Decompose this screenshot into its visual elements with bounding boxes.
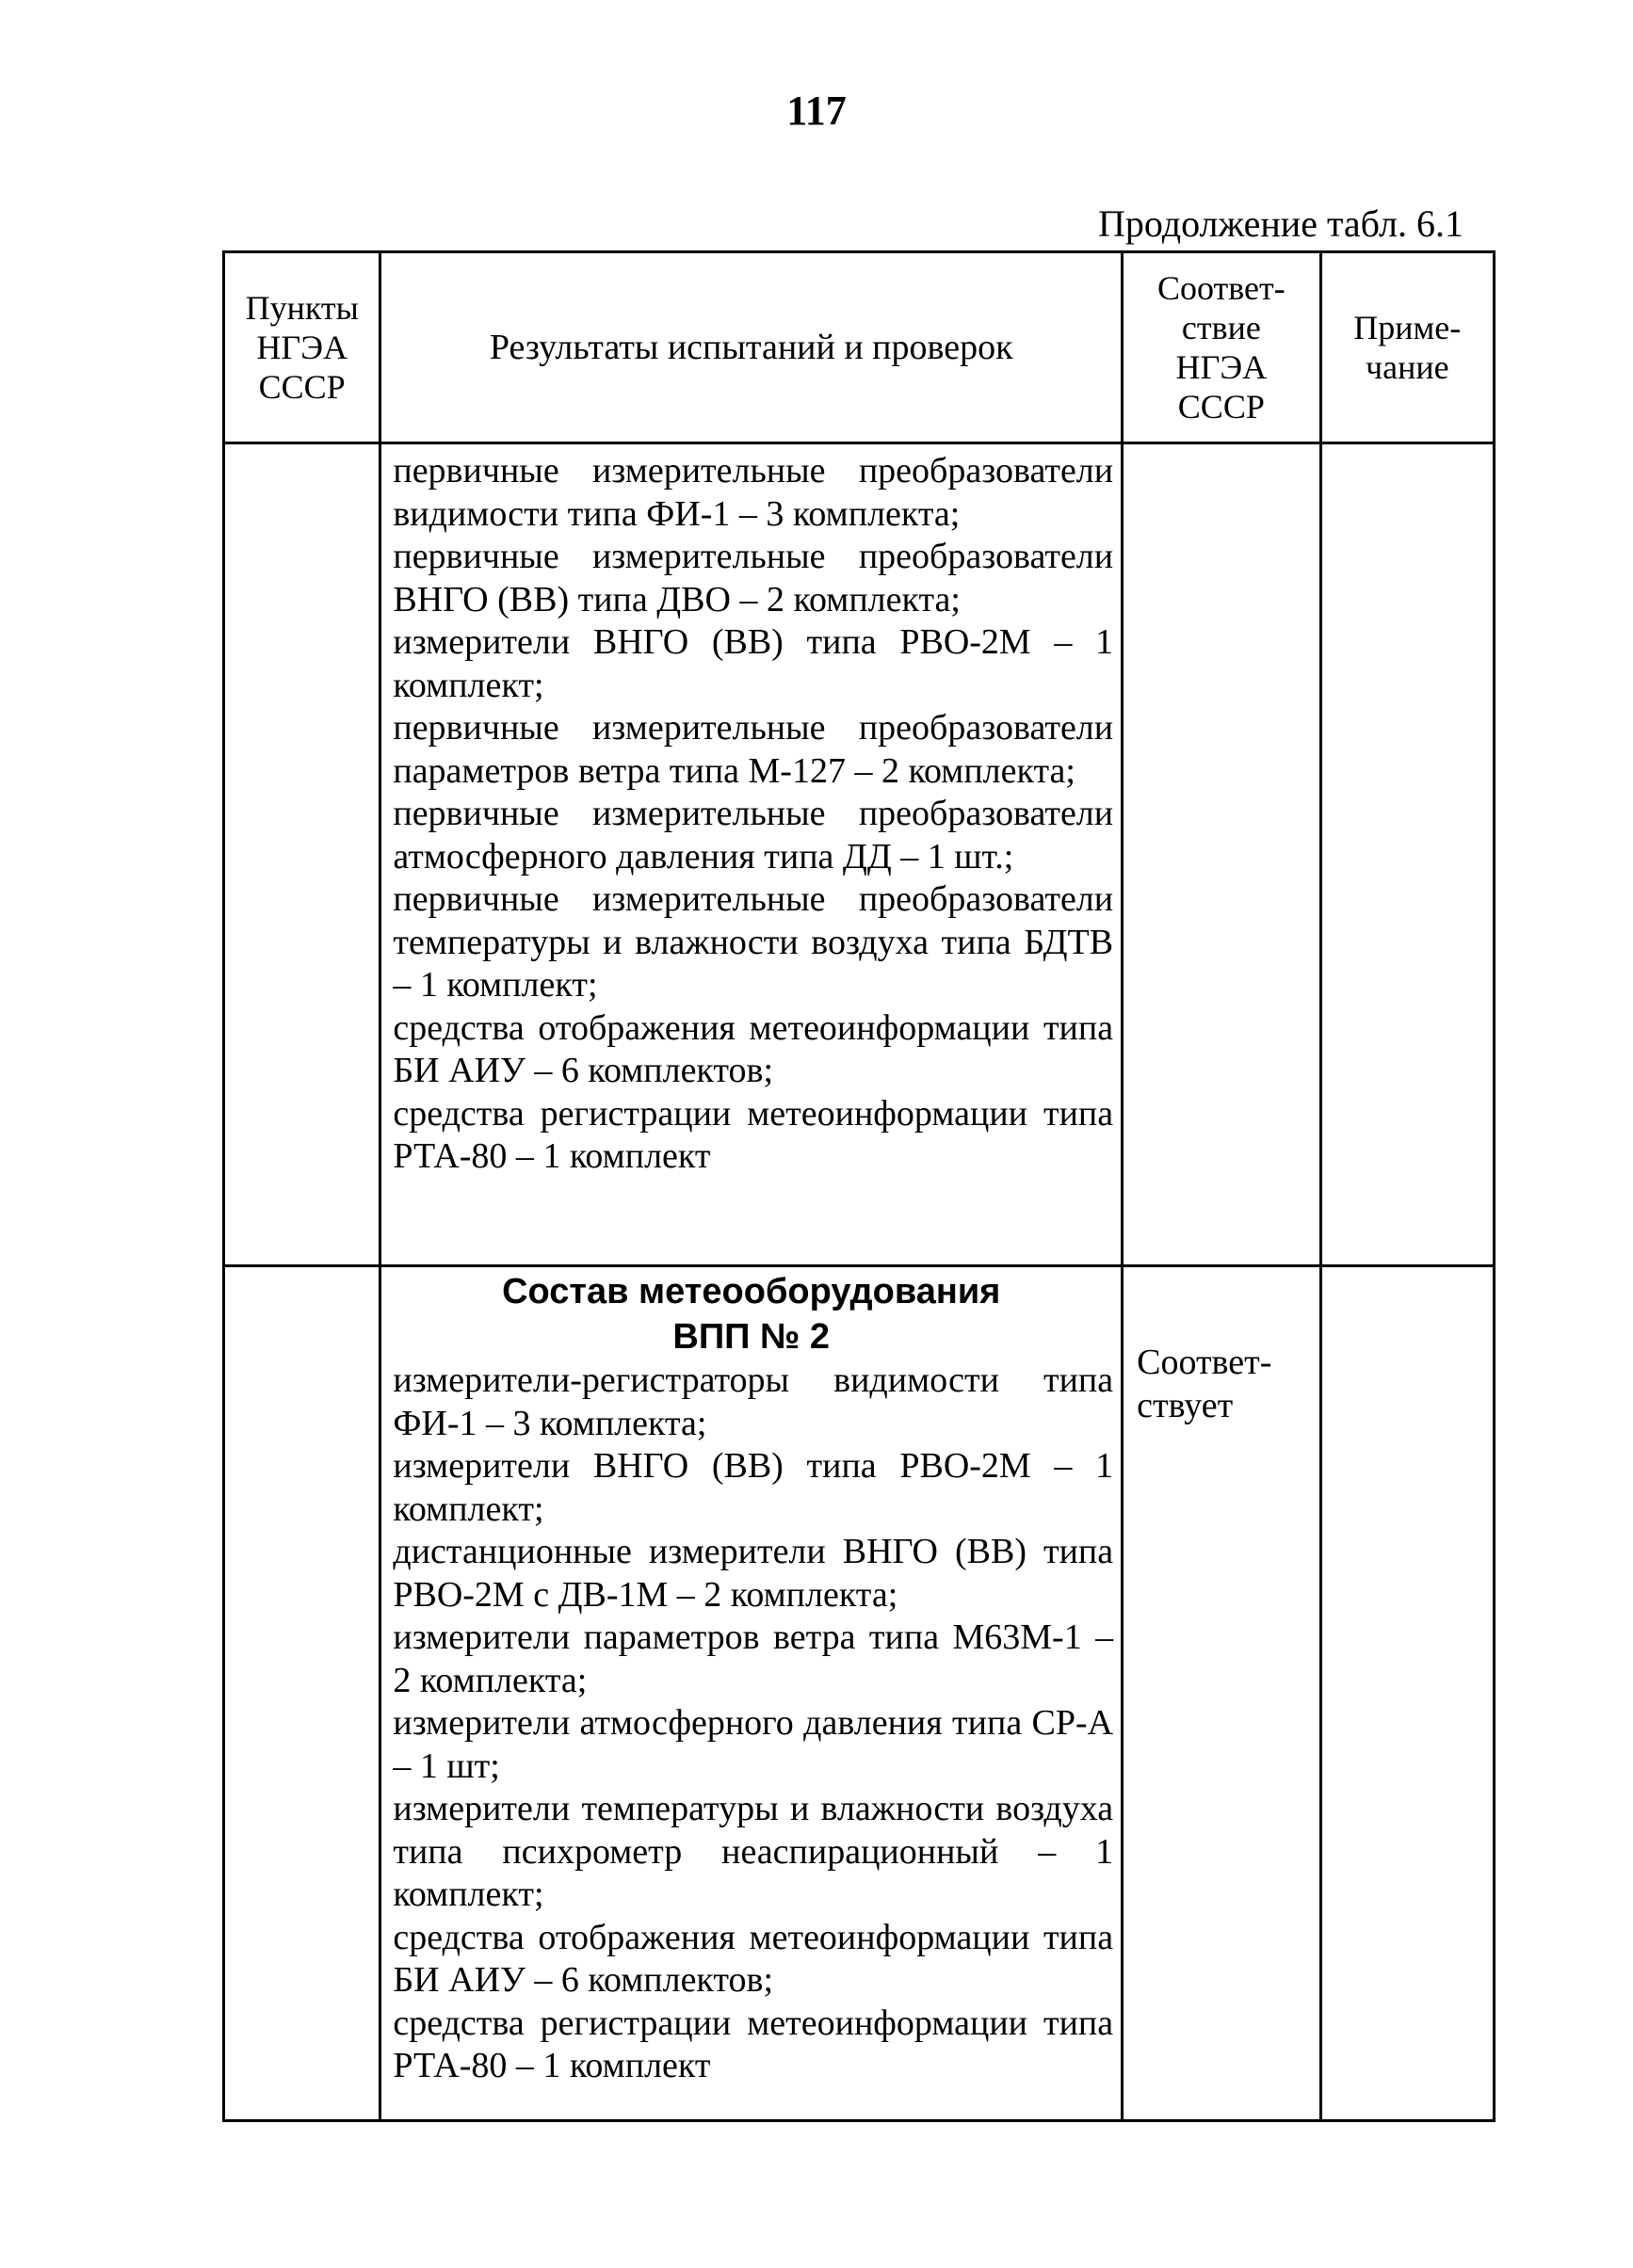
cell-note: [1320, 443, 1494, 1266]
list-item: измерители атмосферного давления типа СР-А – 1 шт;: [393, 1703, 1114, 1786]
header-items-line: НГЭА: [256, 329, 348, 366]
table-caption: Продолжение табл. 6.1: [1098, 202, 1463, 245]
list-item: измерители-регистраторы видимости типа ФИ-1 – 3 комплекта;: [393, 1360, 1114, 1443]
cell-items: [224, 1266, 380, 2121]
cell-items: [224, 443, 380, 1266]
header-note-line: Приме-: [1353, 309, 1462, 346]
list-item: измерители ВНГО (ВВ) типа РВО-2М – 1 комплект;: [393, 622, 1114, 705]
list-item: средства регистрации метеоинформации типа РТА-80 – 1 комплект: [393, 1093, 1114, 1176]
list-item: измерители параметров ветра типа М63М-1 – 2 комплекта;: [393, 1617, 1114, 1700]
list-item: дистанционные измерители ВНГО (ВВ) типа РВО-2М с ДВ-1М – 2 комплекта;: [393, 1532, 1114, 1615]
list-item: измерители ВНГО (ВВ) типа РВО-2М – 1 комплект;: [393, 1446, 1114, 1529]
header-conformity-line: ствие: [1181, 309, 1261, 346]
header-note: [1320, 252, 1494, 443]
conformity-text: ствует: [1137, 1386, 1234, 1425]
list-item: измерители температуры и влажности воздуха типа психрометр неаспирационный – 1 комплект;: [393, 1789, 1114, 1914]
section-title: [381, 1267, 1121, 1359]
header-note-line: чание: [1365, 348, 1449, 386]
header-conformity: [1123, 252, 1320, 443]
list-item: средства отображения метеоинформации типа БИ АИУ – 6 комплектов;: [393, 1007, 1114, 1090]
header-results-label: Результаты испытаний и проверок: [489, 328, 1013, 367]
table-header-row: [224, 252, 1495, 443]
list-item: первичные измерительные преобразователи ВНГО (ВВ) типа ДВО – 2 комплекта;: [393, 537, 1114, 619]
header-items-line: СССР: [258, 368, 346, 406]
results-table: [222, 250, 1496, 2122]
cell-results: [380, 443, 1123, 1266]
page-number: 117: [786, 88, 847, 134]
header-items: [224, 252, 380, 443]
list-item: первичные измерительные преобразователи температуры и влажности воздуха типа БДТВ – 1 комплект;: [393, 879, 1114, 1005]
list-item: первичные измерительные преобразователи атмосферного давления типа ДД – 1 шт.;: [393, 794, 1114, 877]
header-items-line: Пункты: [245, 289, 359, 327]
cell-note: [1320, 1266, 1494, 2121]
list-item: средства отображения метеоинформации типа БИ АИУ – 6 комплектов;: [393, 1917, 1114, 2000]
list-item: средства регистрации метеоинформации типа РТА-80 – 1 комплект: [393, 2003, 1114, 2085]
table-row: [224, 1266, 1495, 2121]
header-conformity-line: Соответ-: [1156, 269, 1285, 307]
cell-conformity: [1123, 1266, 1320, 2121]
header-conformity-line: СССР: [1177, 388, 1265, 426]
list-item: первичные измерительные преобразователи видимости типа ФИ-1 – 3 комплекта;: [393, 451, 1114, 534]
section-title-line: ВПП № 2: [672, 1317, 831, 1357]
conformity-text: Соответ-: [1137, 1343, 1272, 1382]
cell-results: [380, 1266, 1123, 2121]
cell-conformity: [1123, 443, 1320, 1266]
header-results: [380, 252, 1123, 443]
section-title-line: Состав метеооборудования: [502, 1272, 1001, 1311]
header-conformity-line: НГЭА: [1175, 348, 1268, 386]
table-row: [224, 443, 1495, 1266]
list-item: первичные измерительные преобразователи параметров ветра типа М-127 – 2 комплекта;: [393, 708, 1114, 791]
